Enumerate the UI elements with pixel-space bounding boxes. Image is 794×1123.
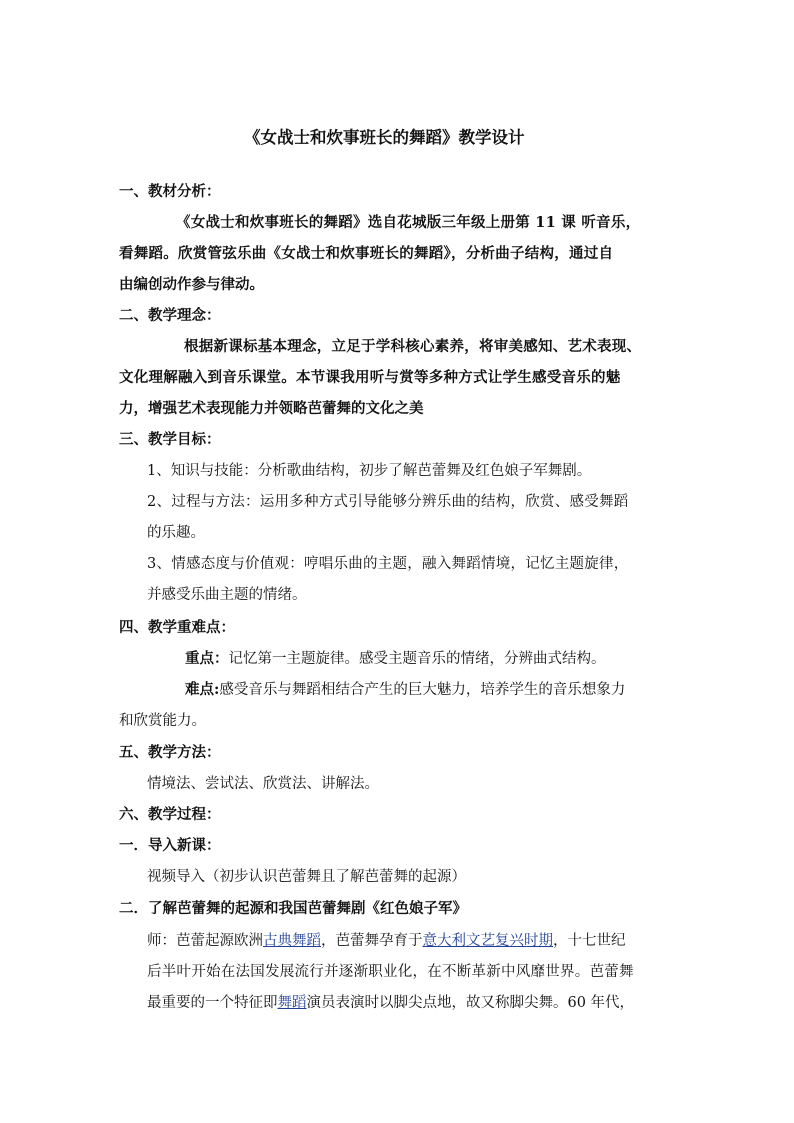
paragraph-line: 根据新课标基本理念，立足于学科核心素养，将审美感知、艺术表现、 <box>184 338 642 355</box>
difficult-point-label: 难点: <box>185 681 220 698</box>
key-point-line <box>185 649 606 669</box>
paragraph-line: 力，增强艺术表现能力并领略芭蕾舞的文化之美 <box>119 400 424 417</box>
section-heading-2: 二、教学理念： <box>119 307 221 324</box>
key-point-text: 记忆第一主题旋律。感受主题音乐的情绪，分辨曲式结构。 <box>228 651 606 667</box>
classical-dance-link[interactable]: 古典舞蹈 <box>263 933 321 949</box>
objective-line: 2、过程与方法：运用多种方式引导能够分辨乐曲的结构，欣赏、感受舞蹈 <box>147 494 629 510</box>
paragraph-line: 《女战士和炊事班长的舞蹈》选自花城版三年级上册第 11 课 听音乐， <box>176 214 641 231</box>
text-segment: 师：芭蕾起源欧洲 <box>147 933 263 949</box>
process-line <box>147 993 634 1013</box>
dance-link[interactable]: 舞蹈 <box>277 995 307 1011</box>
process-line: 后半叶开始在法国发展流行并逐渐职业化，在不断革新中风靡世界。芭蕾舞 <box>147 964 634 980</box>
document-title: 《女战士和炊事班长的舞蹈》教学设计 <box>244 128 525 147</box>
text-segment: ，芭蕾舞孕育于 <box>321 933 423 949</box>
difficult-point-line <box>185 680 625 700</box>
paragraph-line: 由编创动作参与律动。 <box>119 276 264 293</box>
paragraph-line: 看舞蹈。欣赏管弦乐曲《女战士和炊事班长的舞蹈》，分析曲子结构，通过自 <box>119 245 614 262</box>
process-line <box>147 931 626 951</box>
section-heading-1: 一、教材分析： <box>119 183 221 200</box>
difficult-point-line: 和欣赏能力。 <box>119 713 206 729</box>
subsection-heading-2: 二．了解芭蕾舞的起源和我国芭蕾舞剧《红色娘子军》 <box>119 900 467 917</box>
text-segment: 最重要的一个特征即 <box>147 995 278 1011</box>
objective-line: 并感受乐曲主题的情绪。 <box>147 587 307 603</box>
italian-renaissance-link[interactable]: 意大利文艺复兴时期 <box>422 933 553 949</box>
text-segment: 演员表演时以脚尖点地，故又称脚尖舞。60 年代， <box>306 995 635 1011</box>
difficult-point-text: 感受音乐与舞蹈相结合产生的巨大魅力，培养学生的音乐想象力 <box>219 682 626 698</box>
section-heading-4: 四、教学重难点： <box>119 619 235 636</box>
key-point-label: 重点： <box>185 650 229 667</box>
process-line: 视频导入（初步认识芭蕾舞且了解芭蕾舞的起源） <box>147 869 466 885</box>
section-heading-6: 六、教学过程： <box>119 806 221 823</box>
paragraph-line: 文化理解融入到音乐课堂。本节课我用听与赏等多种方式让学生感受音乐的魅 <box>119 369 621 386</box>
subsection-heading-1: 一．导入新课： <box>119 837 221 854</box>
text-segment: ，十七世纪 <box>553 933 626 949</box>
methods-line: 情境法、尝试法、欣赏法、讲解法。 <box>147 776 379 792</box>
section-heading-3: 三、教学目标： <box>119 431 221 448</box>
objective-line: 1、知识与技能：分析歌曲结构，初步了解芭蕾舞及红色娘子军舞剧。 <box>147 463 592 479</box>
objective-line: 的乐趣。 <box>147 525 205 541</box>
objective-line: 3、情感态度与价值观：哼唱乐曲的主题，融入舞蹈情境，记忆主题旋律， <box>147 556 629 572</box>
section-heading-5: 五、教学方法： <box>119 744 221 761</box>
